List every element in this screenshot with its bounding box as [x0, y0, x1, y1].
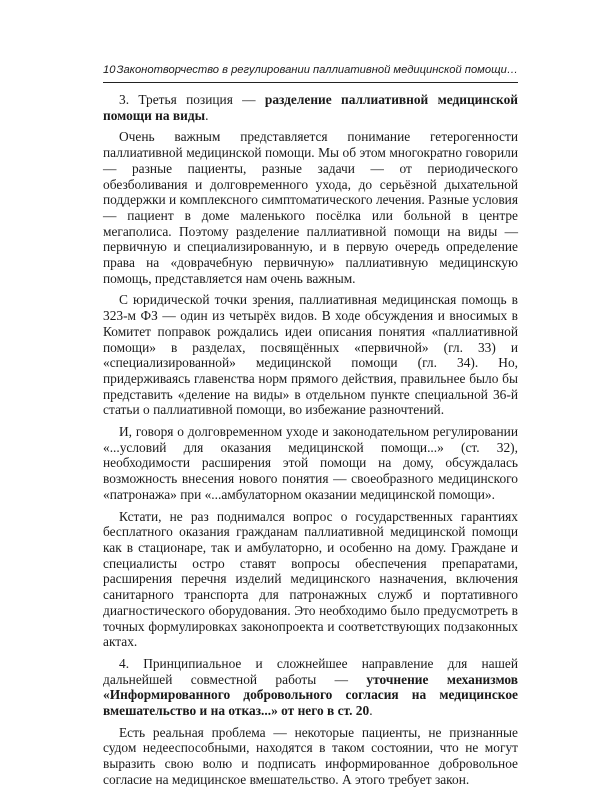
- running-title: Законотворчество в регулировании паллиативной медицинской помощи…: [116, 64, 518, 76]
- para-text: Есть реальная проблема — некоторые пациенты, не признанные судом недееспособными, находятся в таком состоянии, что не могут выразить свою волю и подписать информированное добровольное согласие на медицинское вмешательство. А этого требует закон.: [103, 724, 518, 787]
- paragraph-1: [103, 92, 518, 123]
- running-header: [103, 64, 518, 76]
- paragraph-5: [103, 509, 518, 650]
- paragraph-3: [103, 292, 518, 418]
- header-rule: [103, 82, 518, 83]
- para-bold: разделение паллиативной медицинской помощи на виды: [103, 92, 518, 123]
- para-text: С юридической точки зрения, паллиативная медицинская помощь в 323-м ФЗ — один из четырёх видов. В ходе обсуждения и вносимых в Комитет поправок рождались идеи описания понятия «паллиативной помощи» в разделах, посвящённых «первичной» (гл. 33) и «специализированной» медицинской помощи (гл. 34). Но, придерживаясь главенства норм прямого действия, правильнее было бы представить «деление на виды» в отдельном пункте специальной 36-й статьи о паллиативной помощи, во избежание разночтений.: [103, 292, 518, 418]
- para-tail: .: [205, 107, 209, 123]
- para-bold: уточнение механизмов «Информированного добровольного согласия на медицинское вмешательство и на отказ...» от него в ст. 20: [103, 671, 519, 719]
- para-text: И, говоря о долговременном уходе и законодательном регулировании «...условий для оказания медицинской помощи...» (ст. 32), необходимости расширения этой помощи на дому, обсуждалась возможность внесения нового понятия — своеобразного медицинского «патронажа» при «...амбулаторном оказании медицинской помощи».: [103, 424, 518, 502]
- paragraph-2: [103, 129, 518, 286]
- para-text: Кстати, не раз поднимался вопрос о государственных гарантиях бесплатного оказания гражданам паллиативной медицинской помощи как в стационаре, так и амбулаторно, и особенно на дому. Граждане и специалисты остро ставят вопросы обеспечения препаратами, расширения перечня изделий медицинского назначения, включения санитарного транспорта для патронажных служб и портативного диагностического оборудования. Это необходимо было предусмотреть в точных формулировках законопроекта и соответствующих подзаконных актах.: [103, 508, 518, 650]
- para-text: 4. Принципиальное и сложнейшее направление для нашей дальнейшей совместной работы —: [103, 655, 518, 687]
- paragraph-7: [103, 725, 518, 788]
- paragraph-4: [103, 424, 518, 503]
- paragraph-6: [103, 656, 518, 719]
- para-tail: .: [369, 703, 373, 719]
- para-text: Очень важным представляется понимание гетерогенности паллиативной медицинской помощи. Мы об этом многократно говорили — разные пациенты, разные задачи — от периодического обезболивания и долговременного ухода, до серьёзной дыхательной поддержки и комплексного симптоматического лечения. Разные условия — пациент в доме маленького посёлка или больной в центре мегаполиса. Поэтому разделение паллиативной помощи на виды — первичную и специализированную, и в первую очередь определение права на «доврачебную первичную» паллиативную медицинскую помощь, представляется нам очень важным.: [103, 129, 518, 286]
- body-text: [103, 92, 518, 794]
- page-number: 10: [103, 64, 116, 76]
- para-text: 3. Третья позиция —: [119, 92, 265, 107]
